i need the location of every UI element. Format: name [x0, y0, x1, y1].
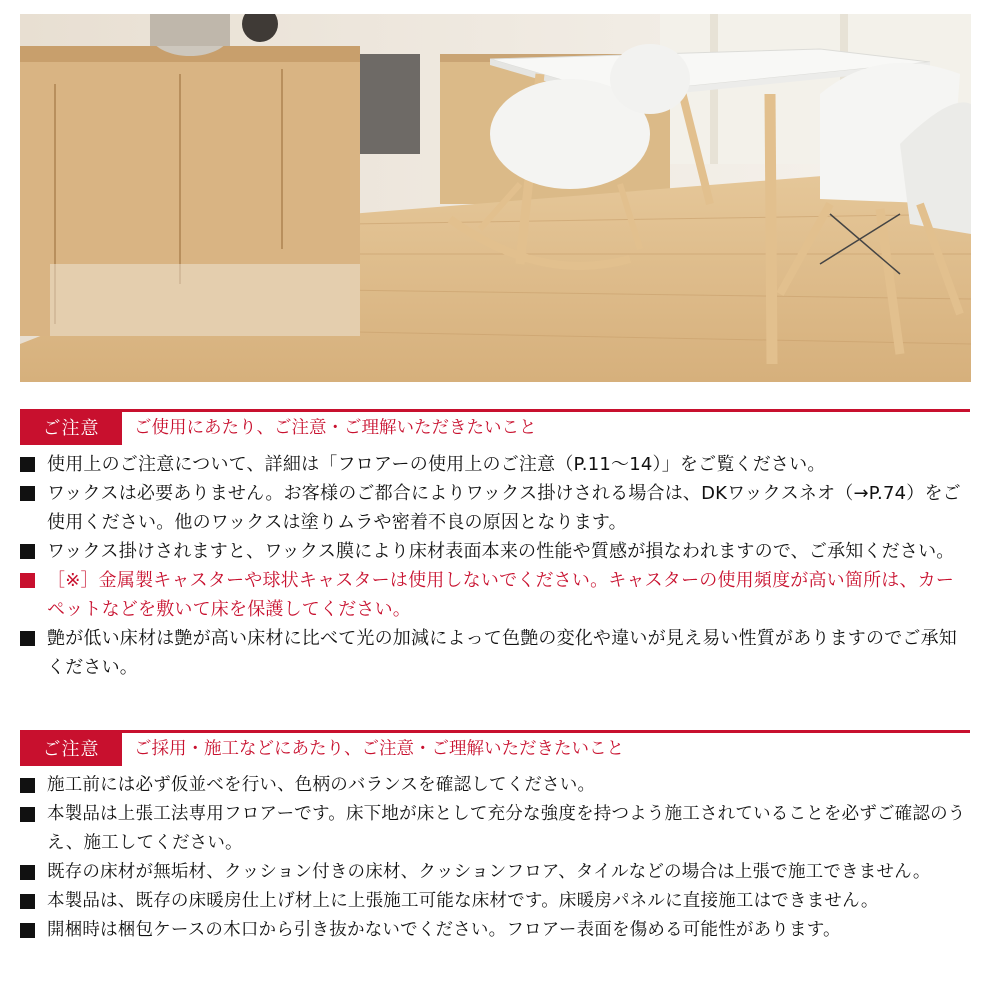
section-header	[20, 730, 970, 766]
bullet-square-icon	[20, 631, 35, 646]
bullet-square-icon	[20, 544, 35, 559]
caution-badge: ご注意	[20, 733, 122, 766]
notice-text: 使用上のご注意について、詳細は「フロアーの使用上のご注意（P.11〜14）」をご覧ください。	[47, 454, 826, 475]
notice-text: 施工前には必ず仮並べを行い、色柄のバランスを確認してください。	[47, 775, 596, 795]
notice-item-warning	[20, 566, 970, 624]
interior-photo	[20, 14, 971, 382]
bullet-square-icon	[20, 865, 35, 880]
notice-item	[20, 887, 970, 916]
notice-item	[20, 450, 970, 479]
notice-list	[20, 450, 970, 682]
bullet-square-icon	[20, 778, 35, 793]
notice-text: ワックス掛けされますと、ワックス膜により床材表面本来の性能や質感が損なわれますので、ご承知ください。	[47, 541, 955, 562]
bullet-square-icon	[20, 457, 35, 472]
section-title: ご使用にあたり、ご注意・ご理解いただきたいこと	[134, 418, 537, 438]
notice-text: 本製品は上張工法専用フロアーです。床下地が床として充分な強度を持つよう施工されていることを必ずご確認のうえ、施工してください。	[47, 804, 966, 853]
notice-section-installation	[20, 730, 970, 945]
notice-text: 本製品は、既存の床暖房仕上げ材上に上張施工可能な床材です。床暖房パネルに直接施工はできません。	[47, 891, 879, 911]
bullet-square-icon	[20, 573, 35, 588]
notice-list	[20, 771, 970, 945]
bullet-square-icon	[20, 486, 35, 501]
notice-item	[20, 624, 970, 682]
notice-text: ワックスは必要ありません。お客様のご都合によりワックス掛けされる場合は、DKワックスネオ（→P.74）をご使用ください。他のワックスは塗りムラや密着不良の原因となります。	[47, 483, 961, 533]
notice-item	[20, 858, 970, 887]
notice-item	[20, 537, 970, 566]
section-title: ご採用・施工などにあたり、ご注意・ご理解いただきたいこと	[134, 739, 624, 759]
notice-text: 開梱時は梱包ケースの木口から引き抜かないでください。フロアー表面を傷める可能性があります。	[47, 920, 841, 940]
bullet-square-icon	[20, 923, 35, 938]
notice-text: ［※］金属製キャスターや球状キャスターは使用しないでください。キャスターの使用頻度が高い箇所は、カーペットなどを敷いて床を保護してください。	[47, 570, 955, 620]
notice-text: 艶が低い床材は艶が高い床材に比べて光の加減によって色艶の変化や違いが見え易い性質がありますのでご承知ください。	[47, 628, 957, 678]
notice-section-usage	[20, 409, 970, 682]
notice-item	[20, 479, 970, 537]
caution-badge: ご注意	[20, 412, 122, 445]
bullet-square-icon	[20, 894, 35, 909]
notice-item	[20, 916, 970, 945]
notice-text: 既存の床材が無垢材、クッション付きの床材、クッションフロア、タイルなどの場合は上張で施工できません。	[47, 862, 931, 882]
notice-item	[20, 800, 970, 858]
bullet-square-icon	[20, 807, 35, 822]
section-header	[20, 409, 970, 445]
notice-item	[20, 771, 970, 800]
